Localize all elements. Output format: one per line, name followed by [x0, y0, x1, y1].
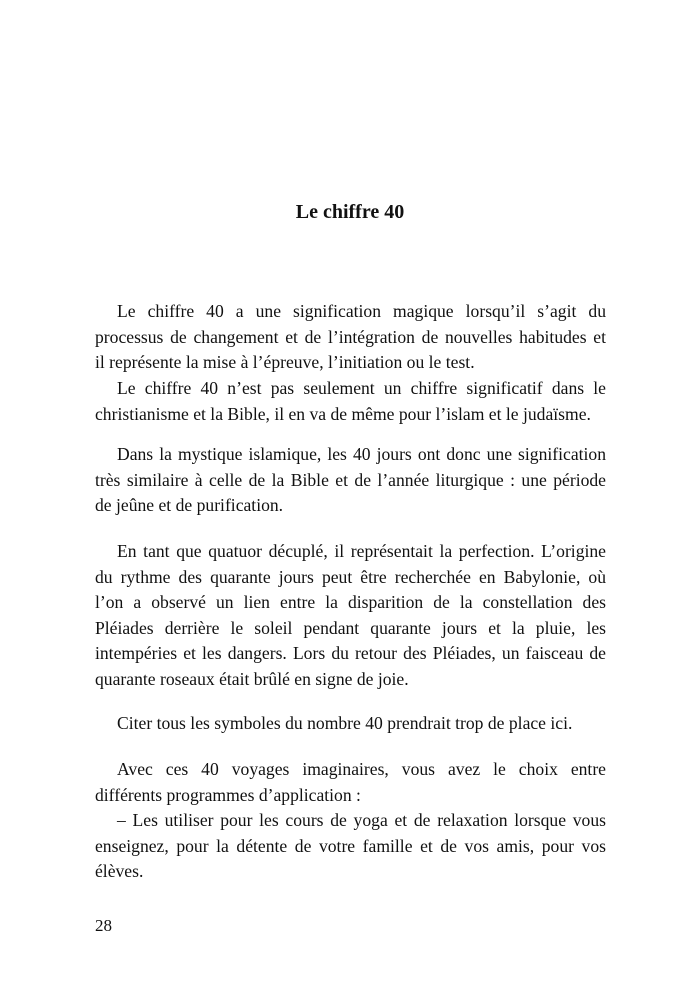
text-line: différents programmes d’application : [95, 784, 361, 805]
chapter-title: Le chiffre 40 [295, 201, 405, 223]
text-line: Le chiffre 40 a une signification magique lorsqu’il s’agit du [117, 301, 606, 321]
paragraph [95, 757, 606, 885]
text-line: processus de changement et de l’intégration de nouvelles habitudes et [95, 326, 606, 347]
text-line: Le chiffre 40 n’est pas seulement un chiffre significatif dans le [117, 378, 606, 398]
paragraph [95, 539, 606, 693]
text-line: élèves. [95, 861, 144, 882]
text-line: Citer tous les symboles du nombre 40 prendrait trop de place ici. [117, 713, 573, 733]
text-line: enseignez, pour la détente de votre famille et de vos amis, pour vos [95, 835, 606, 856]
paragraph [95, 442, 606, 519]
text-line: intempéries et les dangers. Lors du retour des Pléiades, un faisceau de [95, 643, 606, 664]
text-line: de jeûne et de purification. [95, 495, 284, 516]
text-line: En tant que quatuor décuplé, il représentait la perfection. L’origine [117, 541, 606, 561]
page-number: 28 [95, 916, 112, 935]
paragraph [95, 376, 606, 427]
text-line: très similaire à celle de la Bible et de l’année liturgique : une période [95, 469, 606, 490]
text-line: il représente la mise à l’épreuve, l’initiation ou le test. [95, 352, 475, 373]
text-line: quarante roseaux était brûlé en signe de joie. [95, 668, 409, 689]
text-line: – Les utiliser pour les cours de yoga et de relaxation lorsque vous [117, 810, 606, 831]
paragraph [95, 299, 606, 376]
text-line: du rythme des quarante jours peut être recherchée en Babylonie, où [95, 566, 606, 587]
text-line: Dans la mystique islamique, les 40 jours ont donc une signification [117, 444, 606, 464]
text-line: l’on a observé un lien entre la disparition de la constellation des [95, 592, 606, 613]
text-line: Pléiades derrière le soleil pendant quarante jours et la pluie, les [95, 617, 606, 638]
paragraph [95, 711, 606, 737]
text-line: Avec ces 40 voyages imaginaires, vous avez le choix entre [117, 759, 606, 779]
text-line: christianisme et la Bible, il en va de même pour l’islam et le judaïsme. [95, 403, 591, 424]
